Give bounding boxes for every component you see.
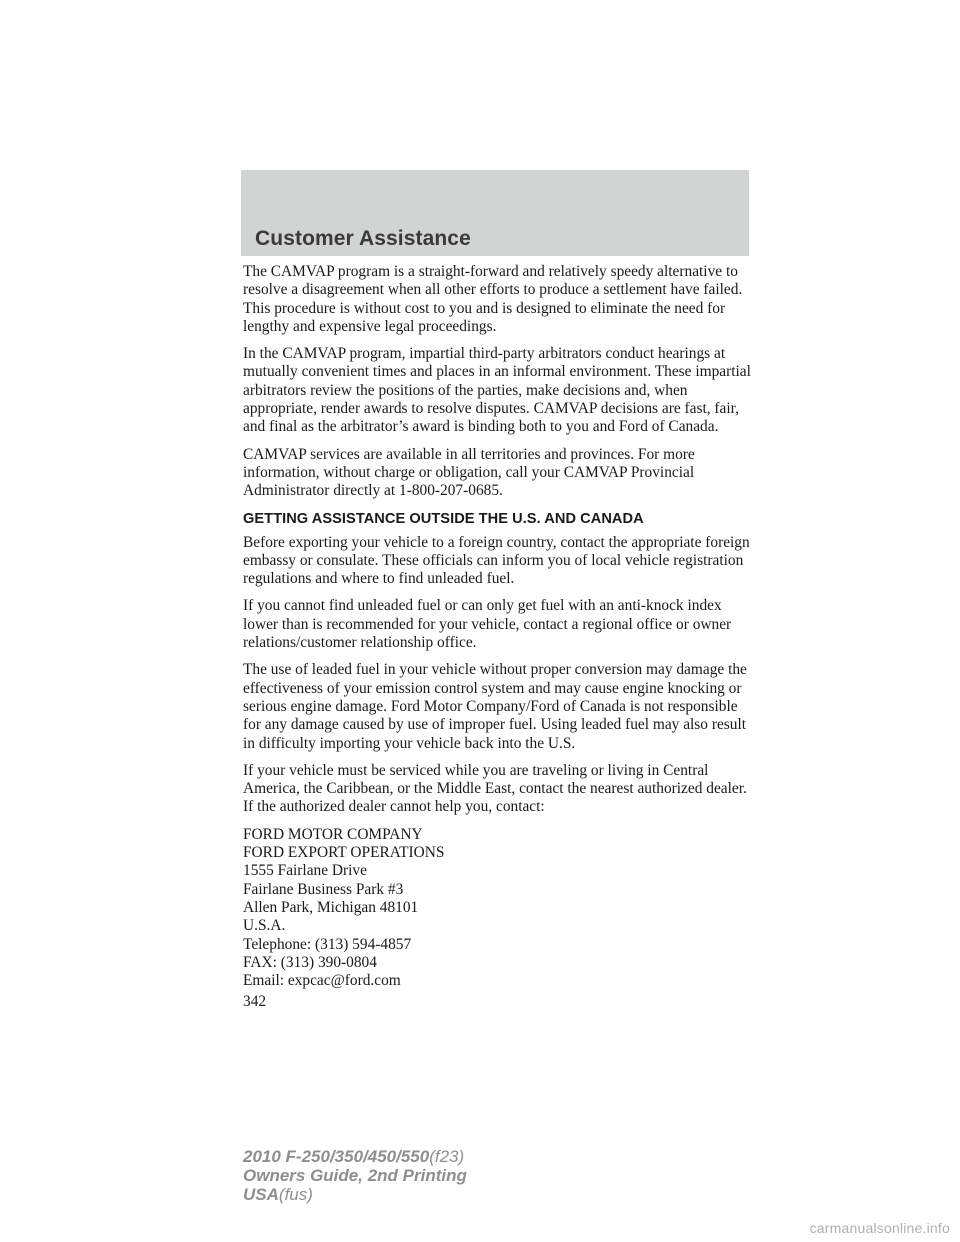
- address-fax: FAX: (313) 390-0804: [243, 953, 377, 971]
- address-street: 1555 Fairlane Drive: [243, 862, 367, 880]
- address-company: FORD MOTOR COMPANY: [243, 825, 423, 843]
- document-footer: [243, 1147, 467, 1204]
- paragraph-unleaded-fuel: If you cannot find unleaded fuel or can only get fuel with an anti-knock index lower than is recommended for your vehicle, contact a regional office or owner relations/customer relationship office.: [243, 597, 732, 652]
- footer-region-code: (fus): [278, 1185, 313, 1204]
- footer-model-code: (f23): [429, 1147, 465, 1166]
- address-city: Allen Park, Michigan 48101: [243, 898, 419, 916]
- address-email: Email: expcac@ford.com: [243, 972, 401, 990]
- footer-line-model: [243, 1147, 467, 1166]
- address-telephone: Telephone: (313) 594-4857: [243, 935, 412, 953]
- address-business-park: Fairlane Business Park #3: [243, 880, 404, 898]
- paragraph-camvap-arbitrators: In the CAMVAP program, impartial third-party arbitrators conduct hearings at mutually convenient times and places in an informal environment. These impartial arbitrators review the positions of the parties, make decisions and, when appropriate, render awards to resolve disputes. CAMVAP decisions are fast, fair, and final as the arbitrator’s award is binding both to you and Ford of Canada.: [243, 345, 751, 436]
- contact-address-block: [243, 826, 751, 991]
- paragraph-camvap-intro: The CAMVAP program is a straight-forward and relatively speedy alternative to resolve a disagreement when all other efforts to produce a settlement have failed. This procedure is without cost to you and is designed to eliminate the need for lengthy and expensive legal proceedings.: [243, 263, 743, 335]
- footer-model: 2010 F-250/350/450/550: [243, 1147, 430, 1166]
- footer-guide: Owners Guide, 2nd Printing: [243, 1166, 467, 1185]
- paragraph-servicing-abroad: If your vehicle must be serviced while you are traveling or living in Central America, the Caribbean, or the Middle East, contact the nearest authorized dealer. If the authorized dealer cannot help you, contact:: [243, 761, 747, 816]
- section-heading-outside-us-canada: GETTING ASSISTANCE OUTSIDE THE U.S. AND CANADA: [243, 510, 644, 527]
- page-body: [243, 263, 751, 1011]
- address-country: U.S.A.: [243, 917, 286, 935]
- watermark-text: carmanualsonline.info: [809, 1220, 950, 1236]
- footer-region: USA: [243, 1185, 279, 1204]
- paragraph-exporting: Before exporting your vehicle to a foreign country, contact the appropriate foreign embassy or consulate. These officials can inform you of local vehicle registration regulations and where to find unleaded fuel.: [243, 533, 750, 588]
- footer-line-region: [243, 1185, 467, 1204]
- section-title: Customer Assistance: [255, 227, 471, 250]
- address-department: FORD EXPORT OPERATIONS: [243, 844, 445, 862]
- paragraph-camvap-contact: CAMVAP services are available in all territories and provinces. For more information, without charge or obligation, call your CAMVAP Provincial Administrator directly at 1-800-207-0685.: [243, 445, 695, 500]
- section-header-band: [241, 170, 749, 256]
- paragraph-leaded-fuel: The use of leaded fuel in your vehicle without proper conversion may damage the effectiveness of your emission control system and may cause engine knocking or serious engine damage. Ford Motor Company/Ford of Canada is not responsible for any damage caused by use of improper fuel. Using leaded fuel may also result in difficulty importing your vehicle back into the U.S.: [243, 661, 747, 752]
- page-number: 342: [243, 993, 267, 1011]
